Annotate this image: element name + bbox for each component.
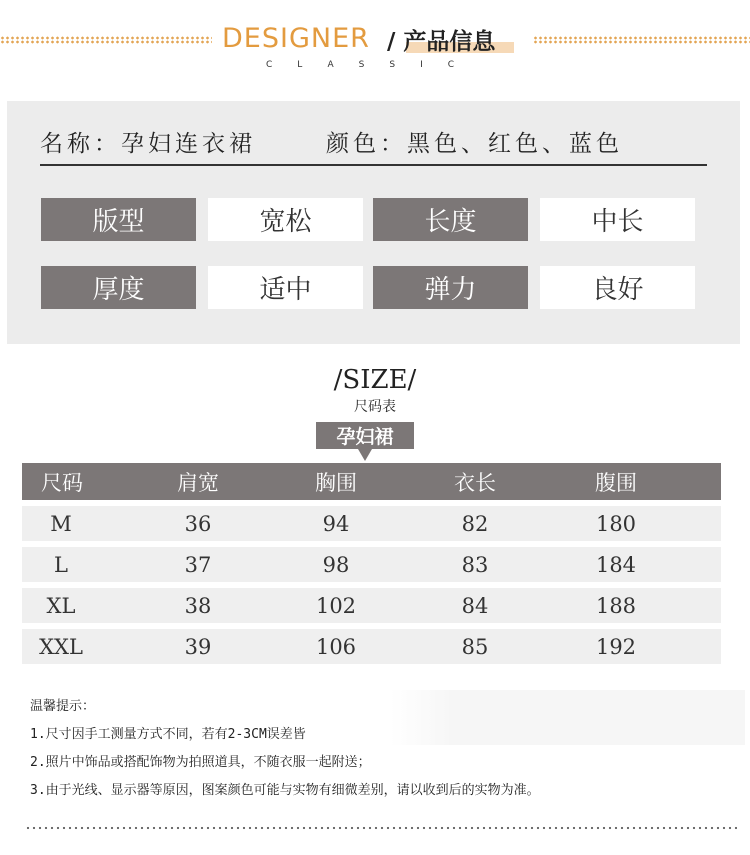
- attr-value-elasticity: 良好: [540, 266, 695, 309]
- cell-bust: 102: [315, 593, 357, 618]
- attr-label-length: 长度: [373, 198, 528, 241]
- cell-shoulder: 36: [184, 511, 212, 536]
- cell-bust: 106: [315, 634, 357, 659]
- tips-overlay: [390, 690, 745, 745]
- col-shoulder: 肩宽: [177, 470, 219, 495]
- tip-item: 2.照片中饰品或搭配饰物为拍照道具，不随衣服一起附送；: [30, 755, 371, 770]
- cell-size: XL: [46, 593, 76, 618]
- table-row: [22, 588, 721, 623]
- cell-bust: 94: [322, 511, 350, 536]
- cell-shoulder: 39: [184, 634, 212, 659]
- header-dots-left: [0, 36, 212, 44]
- cell-waist: 184: [595, 552, 637, 577]
- product-name: 名称：孕妇连衣裙: [40, 131, 256, 157]
- cell-size: XXL: [39, 634, 83, 659]
- product-colors: 颜色：黑色、红色、蓝色: [326, 131, 623, 157]
- attr-value-fit: 宽松: [208, 198, 363, 241]
- cell-length: 83: [461, 552, 489, 577]
- table-row: [22, 506, 721, 541]
- cell-waist: 192: [595, 634, 637, 659]
- size-subtitle: 尺码表: [354, 399, 396, 415]
- cell-length: 84: [461, 593, 489, 618]
- tip-item: 1.尺寸因手工测量方式不同，若有2-3CM误差皆: [30, 727, 306, 742]
- cell-shoulder: 37: [184, 552, 212, 577]
- size-title: /SIZE/: [333, 365, 417, 395]
- cell-waist: 188: [595, 593, 637, 618]
- cell-length: 85: [461, 634, 489, 659]
- brand-designer: DESIGNER: [222, 23, 370, 54]
- table-row: [22, 629, 721, 664]
- cell-waist: 180: [595, 511, 637, 536]
- tip-item: 3.由于光线、显示器等原因，图案颜色可能与实物有细微差别，请以收到后的实物为准。: [30, 783, 540, 798]
- col-waist: 腹围: [595, 470, 637, 495]
- badge-pointer: [358, 449, 372, 461]
- category-badge: 孕妇裙: [316, 422, 414, 449]
- col-size: 尺码: [41, 470, 83, 495]
- col-length: 衣长: [454, 470, 496, 495]
- cell-bust: 98: [322, 552, 350, 577]
- size-table-header: [22, 463, 721, 500]
- header-dots-right: [533, 36, 750, 44]
- tagline-classic: CLASSIC: [266, 60, 480, 70]
- attr-value-thickness: 适中: [208, 266, 363, 309]
- attr-value-length: 中长: [540, 198, 695, 241]
- divider: [40, 164, 707, 166]
- tips-heading: 温馨提示：: [30, 699, 96, 714]
- table-row: [22, 547, 721, 582]
- attr-label-elasticity: 弹力: [373, 266, 528, 309]
- cell-size: M: [50, 511, 72, 536]
- footer-dotted-line: [25, 826, 737, 830]
- cell-length: 82: [461, 511, 489, 536]
- cell-size: L: [54, 552, 68, 577]
- attr-label-fit: 版型: [41, 198, 196, 241]
- attr-label-thickness: 厚度: [41, 266, 196, 309]
- col-bust: 胸围: [315, 470, 357, 495]
- cell-shoulder: 38: [184, 593, 212, 618]
- page-title: / 产品信息: [387, 29, 496, 55]
